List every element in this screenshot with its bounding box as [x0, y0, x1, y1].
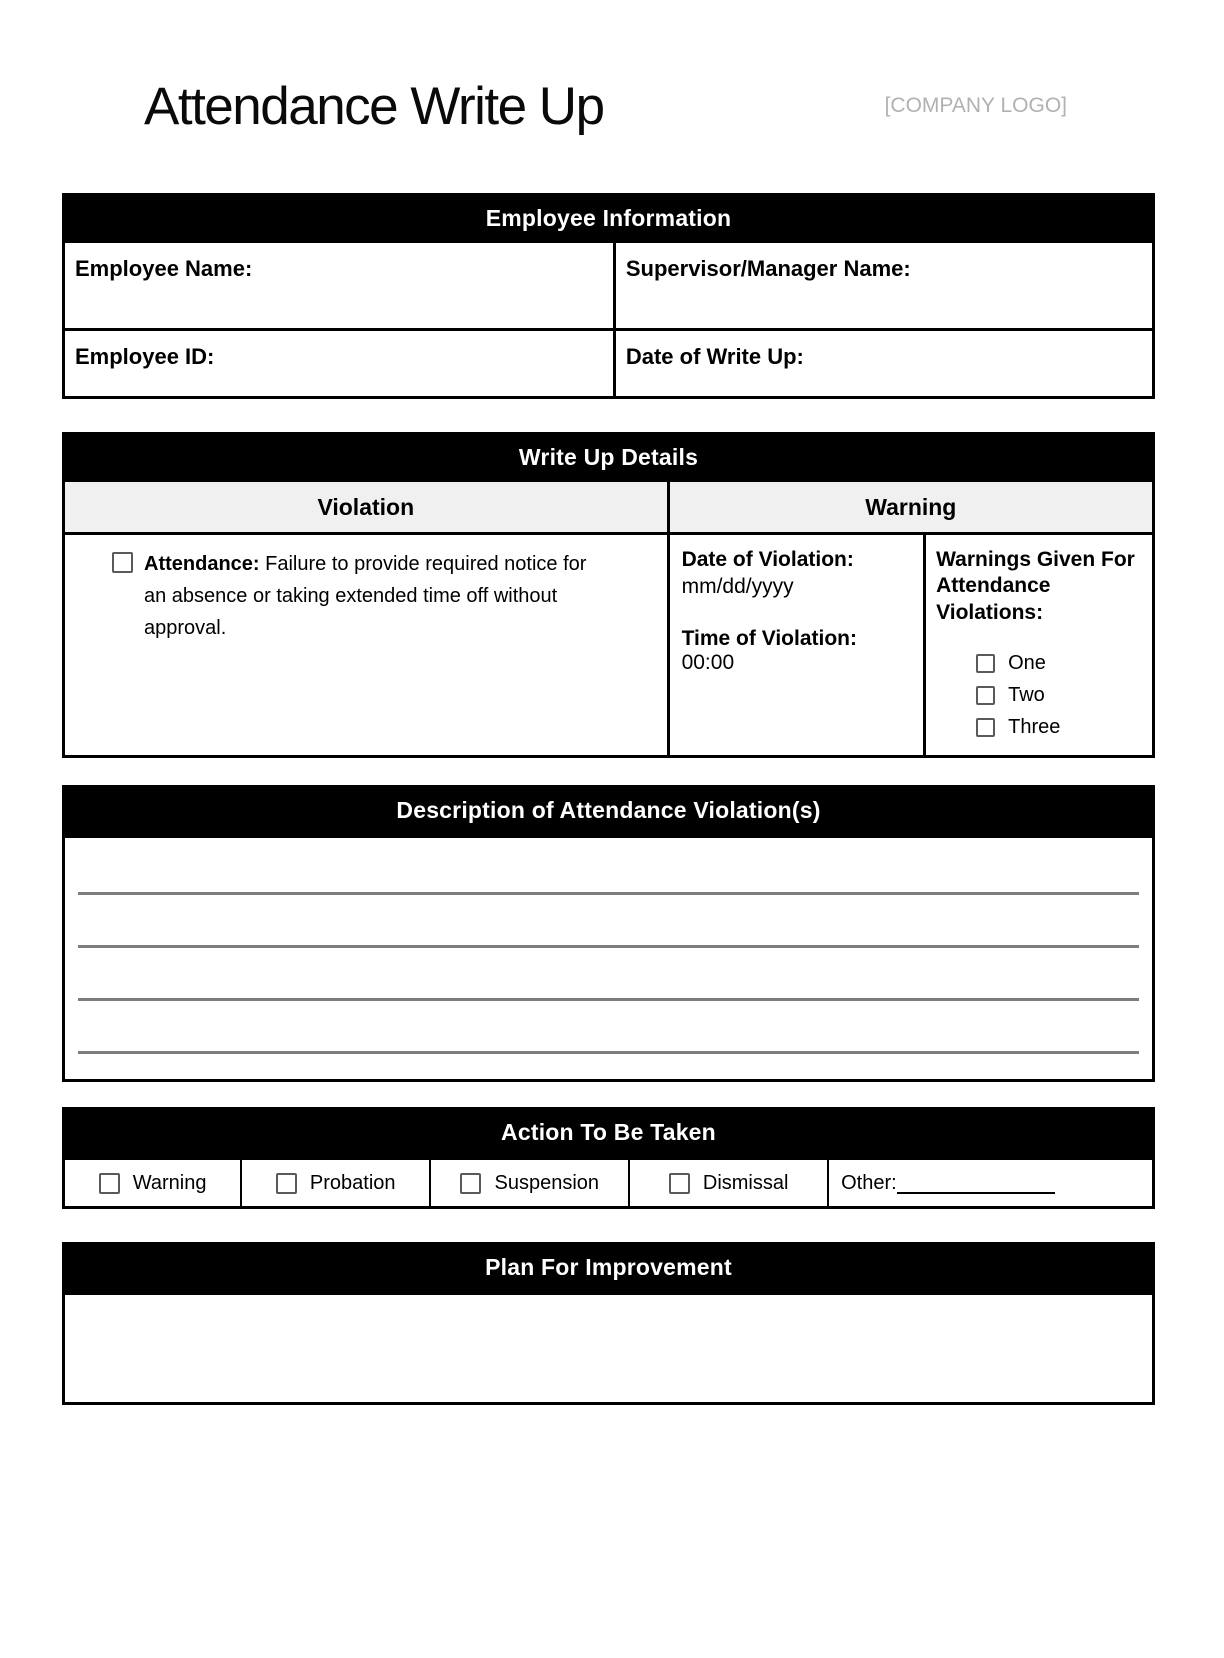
form-sheet [62, 74, 1155, 1405]
plan-writing-area[interactable] [62, 1292, 1155, 1405]
writing-line[interactable] [78, 945, 1139, 948]
dismissal-label: Dismissal [702, 1171, 789, 1194]
warning-count-option-three [976, 716, 1146, 739]
action-option-warning [65, 1160, 242, 1206]
date-of-violation-label: Date of Violation: [681, 548, 854, 571]
attendance-checkbox[interactable] [112, 552, 133, 573]
supervisor-name-field[interactable] [613, 243, 1152, 328]
action-header: Action To Be Taken [62, 1107, 1155, 1157]
write-up-details-header: Write Up Details [62, 432, 1155, 482]
employee-name-field[interactable] [65, 243, 613, 328]
company-logo-placeholder: [COMPANY LOGO] [884, 94, 1067, 117]
plan-section [62, 1242, 1155, 1405]
suspension-label: Suspension [494, 1171, 600, 1194]
violation-cell [65, 535, 670, 755]
two-checkbox[interactable] [976, 686, 995, 705]
employee-id-label: Employee ID: [75, 344, 215, 369]
description-writing-area[interactable] [62, 835, 1155, 1082]
description-header: Description of Attendance Violation(s) [62, 785, 1155, 835]
action-section [62, 1107, 1155, 1209]
title-row [144, 74, 1155, 138]
other-label: Other: [841, 1171, 897, 1194]
warning-count-option-two [976, 684, 1146, 707]
dismissal-checkbox[interactable] [669, 1173, 690, 1194]
page-title: Attendance Write Up [144, 76, 604, 136]
action-option-probation [242, 1160, 431, 1206]
warnings-given-cell [926, 535, 1152, 755]
writing-line[interactable] [78, 998, 1139, 1001]
attendance-violation-label: Attendance: [144, 553, 260, 575]
warning-checkbox[interactable] [99, 1173, 120, 1194]
time-of-violation-row [682, 627, 914, 675]
probation-checkbox[interactable] [276, 1173, 297, 1194]
write-up-details-section [62, 432, 1155, 758]
warning-column-header: Warning [865, 493, 957, 520]
date-of-write-up-label: Date of Write Up: [625, 344, 804, 369]
violation-datetime-cell [670, 535, 927, 755]
violation-column-header: Violation [65, 482, 670, 532]
action-option-other [829, 1160, 1152, 1206]
two-label: Two [1008, 683, 1045, 706]
supervisor-name-label: Supervisor/Manager Name: [625, 256, 911, 281]
other-write-in-line[interactable] [897, 1172, 1055, 1194]
details-column-headers [62, 482, 1155, 532]
date-of-violation-value[interactable]: mm/dd/yyyy [681, 575, 794, 599]
employee-information-table [62, 243, 1155, 399]
employee-name-label: Employee Name: [75, 256, 253, 281]
probation-label: Probation [309, 1171, 396, 1194]
warning-label: Warning [132, 1171, 207, 1194]
attendance-violation-row [112, 548, 612, 644]
suspension-checkbox[interactable] [460, 1173, 481, 1194]
employee-information-header: Employee Information [62, 193, 1155, 243]
action-options-row [62, 1157, 1155, 1209]
employee-id-field[interactable] [65, 328, 613, 396]
one-checkbox[interactable] [976, 654, 995, 673]
warnings-given-label: Warnings Given For Attendance Violations: [936, 548, 1135, 624]
description-section [62, 785, 1155, 1082]
warning-count-option-one [976, 652, 1146, 675]
action-option-suspension [431, 1160, 630, 1206]
employee-information-section [62, 193, 1155, 399]
three-label: Three [1008, 715, 1061, 738]
action-option-dismissal [630, 1160, 829, 1206]
writing-line[interactable] [78, 1051, 1139, 1054]
attendance-violation-description: Failure to provide required notice for an absence or taking extended time off without approval. [144, 553, 587, 639]
time-of-violation-value[interactable]: 00:00 [681, 650, 735, 674]
warnings-count-options [936, 652, 1146, 739]
date-of-write-up-field[interactable] [613, 328, 1152, 396]
attendance-violation-text [144, 548, 612, 644]
one-label: One [1008, 651, 1046, 674]
three-checkbox[interactable] [976, 718, 995, 737]
plan-header: Plan For Improvement [62, 1242, 1155, 1292]
details-body [62, 532, 1155, 758]
time-of-violation-label: Time of Violation: [681, 626, 857, 650]
writing-line[interactable] [78, 892, 1139, 895]
